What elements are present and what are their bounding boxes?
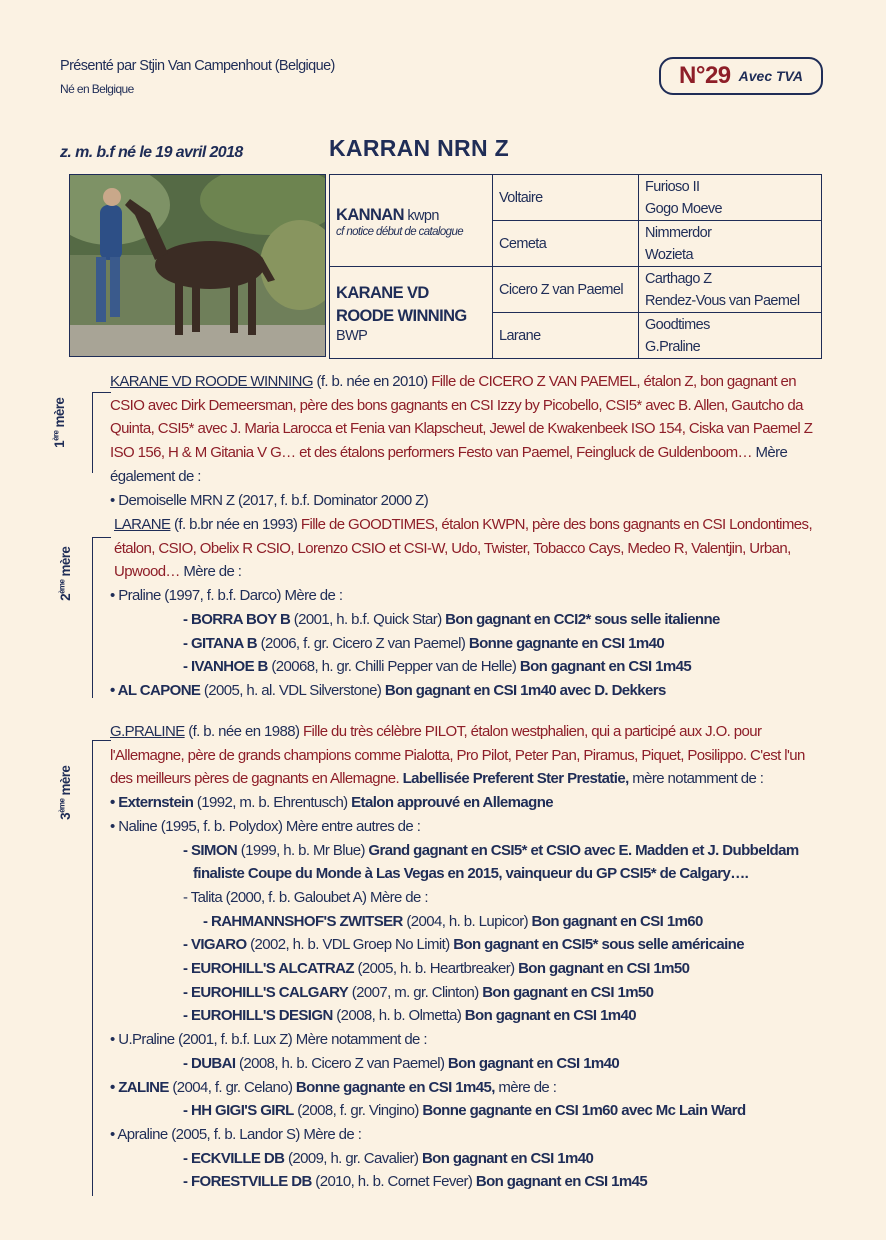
dam-name-line1: KARANE VD [336, 283, 429, 302]
gen2-tail: Mère de : [179, 563, 242, 581]
gen2-block [110, 513, 830, 703]
gen3-naline: • Naline (1995, f. b. Polydox) Mère entre autres de : [110, 817, 421, 835]
dd-dam: G.Praline [645, 338, 701, 355]
gen2-gitana: - GITANA B (2006, f. gr. Cicero Z van Paemel) Bonne gagnante en CSI 1m40 [183, 634, 665, 652]
dam-name-line2: ROODE WINNING [336, 306, 467, 325]
gen3-hh-gigi: - HH GIGI'S GIRL (2008, f. gr. Vingino) Bonne gagnante en CSI 1m60 avec Mc Lain Ward [183, 1102, 746, 1120]
sire-sire: Voltaire [493, 175, 639, 221]
sd-dam: Wozieta [645, 246, 693, 263]
gen3-simon-2: finaliste Coupe du Monde à Las Vegas en 2015, vainqueur du GP CSI5* de Calgary…. [193, 865, 749, 883]
gen3-label: 3ème mère [57, 765, 73, 820]
sire-cell [330, 175, 493, 267]
sire-stud: kwpn [407, 207, 439, 224]
gen1-block [110, 370, 830, 512]
ss-sire: Furioso II [645, 178, 700, 195]
dam-stud: BWP [336, 327, 368, 344]
gen3-calgary: - EUROHILL'S CALGARY (2007, m. gr. Clinton) Bon gagnant en CSI 1m50 [183, 983, 654, 1001]
gen2-borra: - BORRA BOY B (2001, h. b.f. Quick Star) Bon gagnant en CCI2* sous selle italienne [183, 610, 720, 628]
gen2-alcapone: • AL CAPONE (2005, h. al. VDL Silverstone) Bon gagnant en CSI 1m40 avec D. Dekkers [110, 681, 666, 699]
gen2-bracket [92, 537, 111, 698]
horse-name: KARRAN NRN Z [329, 135, 509, 161]
gen3-forestville: - FORESTVILLE DB (2010, h. b. Cornet Fever) Bon gagnant en CSI 1m45 [183, 1173, 648, 1191]
gen3-vigaro: - VIGARO (2002, h. b. VDL Groep No Limit) Bon gagnant en CSI5* sous selle américaine [183, 936, 744, 954]
lot-number: N°29 [679, 62, 731, 89]
gen3-simon: - SIMON (1999, h. b. Mr Blue) Grand gagnant en CSI5* et CSIO avec E. Madden et J. Dubbeldam [183, 841, 799, 859]
gen2-text: Fille de GOODTIMES, étalon KWPN, père des bons gagnants en CSI Londontimes, étalon, CSIO, Obelix R CSIO, Lorenzo CSIO et CSI-W, Udo, Twister, Tobacco Cays, Medeo R, Valentjin, Urban, Upwood… [114, 516, 813, 581]
gen2-ivanhoe: - IVANHOE B (20068, h. gr. Chilli Pepper van de Helle) Bon gagnant en CSI 1m45 [183, 658, 692, 676]
gen1-tail: Mère également de : [110, 444, 788, 485]
gen3-block [110, 720, 830, 1194]
lot-badge [659, 57, 823, 95]
horse-description: z. m. b.f né le 19 avril 2018 [60, 144, 243, 161]
ss-dam: Gogo Moeve [645, 200, 723, 217]
gen1-desc: (f. b. née en 2010) [312, 373, 432, 390]
sire-name: KANNAN [336, 205, 404, 224]
gen3-desc: (f. b. née en 1988) [184, 723, 303, 740]
gen2-name: LARANE [114, 516, 171, 533]
gen3-text: Fille du très célèbre PILOT, étalon westphalien, qui a participé aux J.O. pour l'Allemagne, père de grands champions comme Pialotta, Pro Pilot, Peter Pan, Piramus, Piquet, Posilippo. C'est l'un des meilleurs pères de gagnants en Allemagne. [110, 723, 805, 788]
gen3-upraline: • U.Praline (2001, f. b.f. Lux Z) Mère notamment de : [110, 1031, 427, 1049]
gen3-name: G.PRALINE [110, 723, 185, 740]
gen3-talita: - Talita (2000, f. b. Galoubet A) Mère de : [183, 888, 428, 906]
gen1-text: Fille de CICERO Z VAN PAEMEL, étalon Z, bon gagnant en CSIO avec Dirk Demeersman, père des bons gagnants en CSI Izzy by Picobello, CSI5* avec B. Allen, Gautcho da Quinta, CSI5* avec J. Maria Larocca et Fenia van Klapscheut, Jewel de Kwakenbeek ISO 154, Ciska van Paemel Z ISO 156, H & M Gitania V G… et des étalons performers Festo van Paemel, Feingluck de Guldenboom… [110, 373, 813, 462]
dam-sire: Cicero Z van Paemel [493, 267, 639, 313]
sire-note: cf notice début de catalogue [336, 225, 464, 238]
gen2-praline: • Praline (1997, f. b.f. Darco) Mère de : [110, 587, 343, 605]
ds-sire: Carthago Z [645, 270, 712, 287]
gen3-externstein: • Externstein (1992, m. b. Ehrentusch) Etalon approuvé en Allemagne [110, 794, 554, 812]
dam-cell [330, 267, 493, 359]
pedigree-table [329, 174, 822, 359]
gen3-zaline: • ZALINE (2004, f. gr. Celano) Bonne gagnante en CSI 1m45, mère de : [110, 1078, 557, 1096]
gen3-bracket [92, 740, 111, 1196]
gen1-bracket [92, 392, 111, 473]
gen2-desc: (f. b.br née en 1993) [170, 516, 301, 533]
sire-sire-parents [639, 175, 822, 221]
dam-dam-parents [639, 313, 822, 359]
gen3-tail: mère notamment de : [628, 770, 764, 788]
dam-dam: Larane [493, 313, 639, 359]
gen3-design: - EUROHILL'S DESIGN (2008, h. b. Olmetta) Bon gagnant en CSI 1m40 [183, 1007, 637, 1025]
horse-photo [69, 174, 326, 357]
gen3-alcatraz: - EUROHILL'S ALCATRAZ (2005, h. b. Heartbreaker) Bon gagnant en CSI 1m50 [183, 960, 690, 978]
gen2-label: 2ème mère [57, 546, 73, 601]
gen1-offspring: • Demoiselle MRN Z (2017, f. b.f. Dominator 2000 Z) [110, 491, 429, 509]
dam-sire-parents [639, 267, 822, 313]
sire-dam: Cemeta [493, 221, 639, 267]
sd-sire: Nimmerdor [645, 224, 712, 241]
sire-dam-parents [639, 221, 822, 267]
birthplace-text: Né en Belgique [60, 82, 134, 96]
gen3-rahmannshof: - RAHMANNSHOF'S ZWITSER (2004, h. b. Lupicor) Bon gagnant en CSI 1m60 [203, 912, 703, 930]
gen3-eckville: - ECKVILLE DB (2009, h. gr. Cavalier) Bon gagnant en CSI 1m40 [183, 1149, 594, 1167]
gen3-label-pref: Labellisée Preferent Ster Prestatie, [399, 770, 629, 788]
ds-dam: Rendez-Vous van Paemel [645, 292, 800, 309]
gen3-apraline: • Apraline (2005, f. b. Landor S) Mère de : [110, 1125, 362, 1143]
gen1-name: KARANE VD ROODE WINNING [110, 373, 313, 390]
gen1-label: 1ère mère [51, 397, 67, 448]
dd-sire: Goodtimes [645, 316, 710, 333]
lot-vat: Avec TVA [738, 68, 803, 84]
gen3-dubai: - DUBAI (2008, h. b. Cicero Z van Paemel) Bon gagnant en CSI 1m40 [183, 1054, 620, 1072]
presenter-text: Présenté par Stjin Van Campenhout (Belgique) [60, 58, 335, 74]
